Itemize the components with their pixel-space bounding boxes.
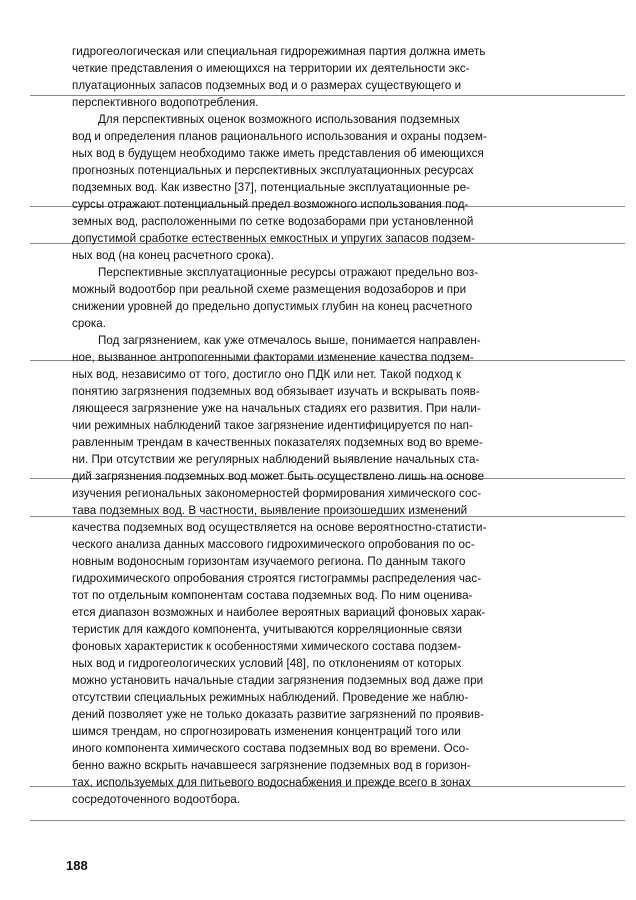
text-line: дий загрязнения подземных вод может быть осуществлено лишь на основе <box>72 470 485 483</box>
text-line: земных вод, расположенными по сетке водозаборами при установленной <box>72 215 474 228</box>
text-line: срока. <box>72 317 106 330</box>
text-line: снижении уровней до предельно допустимых глубин на конец расчетного <box>72 300 473 313</box>
text-line: Перспективные эксплуатационные ресурсы отражают предельно воз- <box>98 266 479 279</box>
text-line: гидрогеологическая или специальная гидрорежимная партия должна иметь <box>72 45 486 58</box>
text-line: можно установить начальные стадии загрязнения подземных вод даже при <box>72 674 484 687</box>
text-line: чии режимных наблюдений такое загрязнение идентифицируется по нап- <box>72 419 473 432</box>
page-number: 188 <box>66 858 88 873</box>
text-line: шимся трендам, но спрогнозировать изменения концентраций того или <box>72 725 461 738</box>
text-line: понятию загрязнения подземных вод обязывает изучать и вскрывать появ- <box>72 385 480 398</box>
text-line: перспективного водопотребления. <box>72 96 259 109</box>
text-line: гидрохимического опробования строятся гистограммы распределения час- <box>72 572 482 585</box>
text-line: качества подземных вод осуществляется на основе вероятностно-статисти- <box>72 521 487 534</box>
text-line: прогнозных потенциальных и перспективных эксплуатационных ресурсах <box>72 164 474 177</box>
text-line: сосредоточенного водоотбора. <box>72 793 241 806</box>
text-line: равленным трендам в качественных показателях подземных вод во време- <box>72 436 483 449</box>
text-line: подземных вод. Как известно [37], потенциальные эксплуатационные ре- <box>72 181 470 194</box>
text-line: тот по отдельным компонентам состава подземных вод. По ним оценива- <box>72 589 473 602</box>
text-line: сурсы отражают потенциальный предел возможного использования под- <box>72 198 469 211</box>
text-line: можный водоотбор при реальной схеме размещения водозаборов и при <box>72 283 467 296</box>
text-line: новным водоносным горизонтам изучаемого региона. По данным такого <box>72 555 466 568</box>
text-line: изучения региональных закономерностей формирования химического сос- <box>72 487 482 500</box>
text-line: Под загрязнением, как уже отмечалось выше, понимается направлен- <box>98 334 481 347</box>
text-line: допустимой сработке естественных емкостных и упругих запасов подзем- <box>72 232 476 245</box>
text-line: тах, используемых для питьевого водоснабжения и прежде всего в зонах <box>72 776 471 789</box>
text-line: ляющееся загрязнение уже на начальных стадиях его развития. При нали- <box>72 402 481 415</box>
text-line: ных вод в будущем необходимо также иметь представления об имеющихся <box>72 147 484 160</box>
main-text <box>72 44 568 804</box>
text-line: ется диапазон возможных и наиболее вероятных вариаций фоновых харак- <box>72 606 486 619</box>
text-line: ных вод (на конец расчетного срока). <box>72 249 275 262</box>
text-line: четкие представления о имеющихся на территории их деятельности экс- <box>72 62 470 75</box>
text-line: бенно важно вскрыть начавшееся загрязнение подземных вод в горизон- <box>72 759 471 772</box>
text-line: иного компонента химического состава подземных вод во времени. Осо- <box>72 742 470 755</box>
text-line: ни. При отсутствии же регулярных наблюдений выявление начальных ста- <box>72 453 480 466</box>
text-line: дений позволяет уже не только доказать развитие загрязнений по проявив- <box>72 708 485 721</box>
text-line: отсутствии специальных режимных наблюдений. Проведение же наблю- <box>72 691 469 704</box>
text-line: ческого анализа данных массового гидрохимического опробования по ос- <box>72 538 475 551</box>
scan-rule-line <box>30 820 625 821</box>
text-line: Для перспективных оценок возможного использования подземных <box>98 113 460 126</box>
text-line: ное, вызванное антропогенными факторами изменение качества подзем- <box>72 351 474 364</box>
text-line: вод и определения планов рационального использования и охраны подзем- <box>72 130 487 143</box>
text-line: плуатационных запасов подземных вод и о размерах существующего и <box>72 79 462 92</box>
text-line: тава подземных вод. В частности, выявление произошедших изменений <box>72 504 468 517</box>
text-line: ных вод, независимо от того, достигло оно ПДК или нет. Такой подход к <box>72 368 462 381</box>
text-line: теристик для каждого компонента, учитываются корреляционные связи <box>72 623 463 636</box>
text-line: фоновых характеристик к особенностями химического состава подзем- <box>72 640 462 653</box>
text-line: ных вод и гидрогеологических условий [48], по отклонениям от которых <box>72 657 462 670</box>
